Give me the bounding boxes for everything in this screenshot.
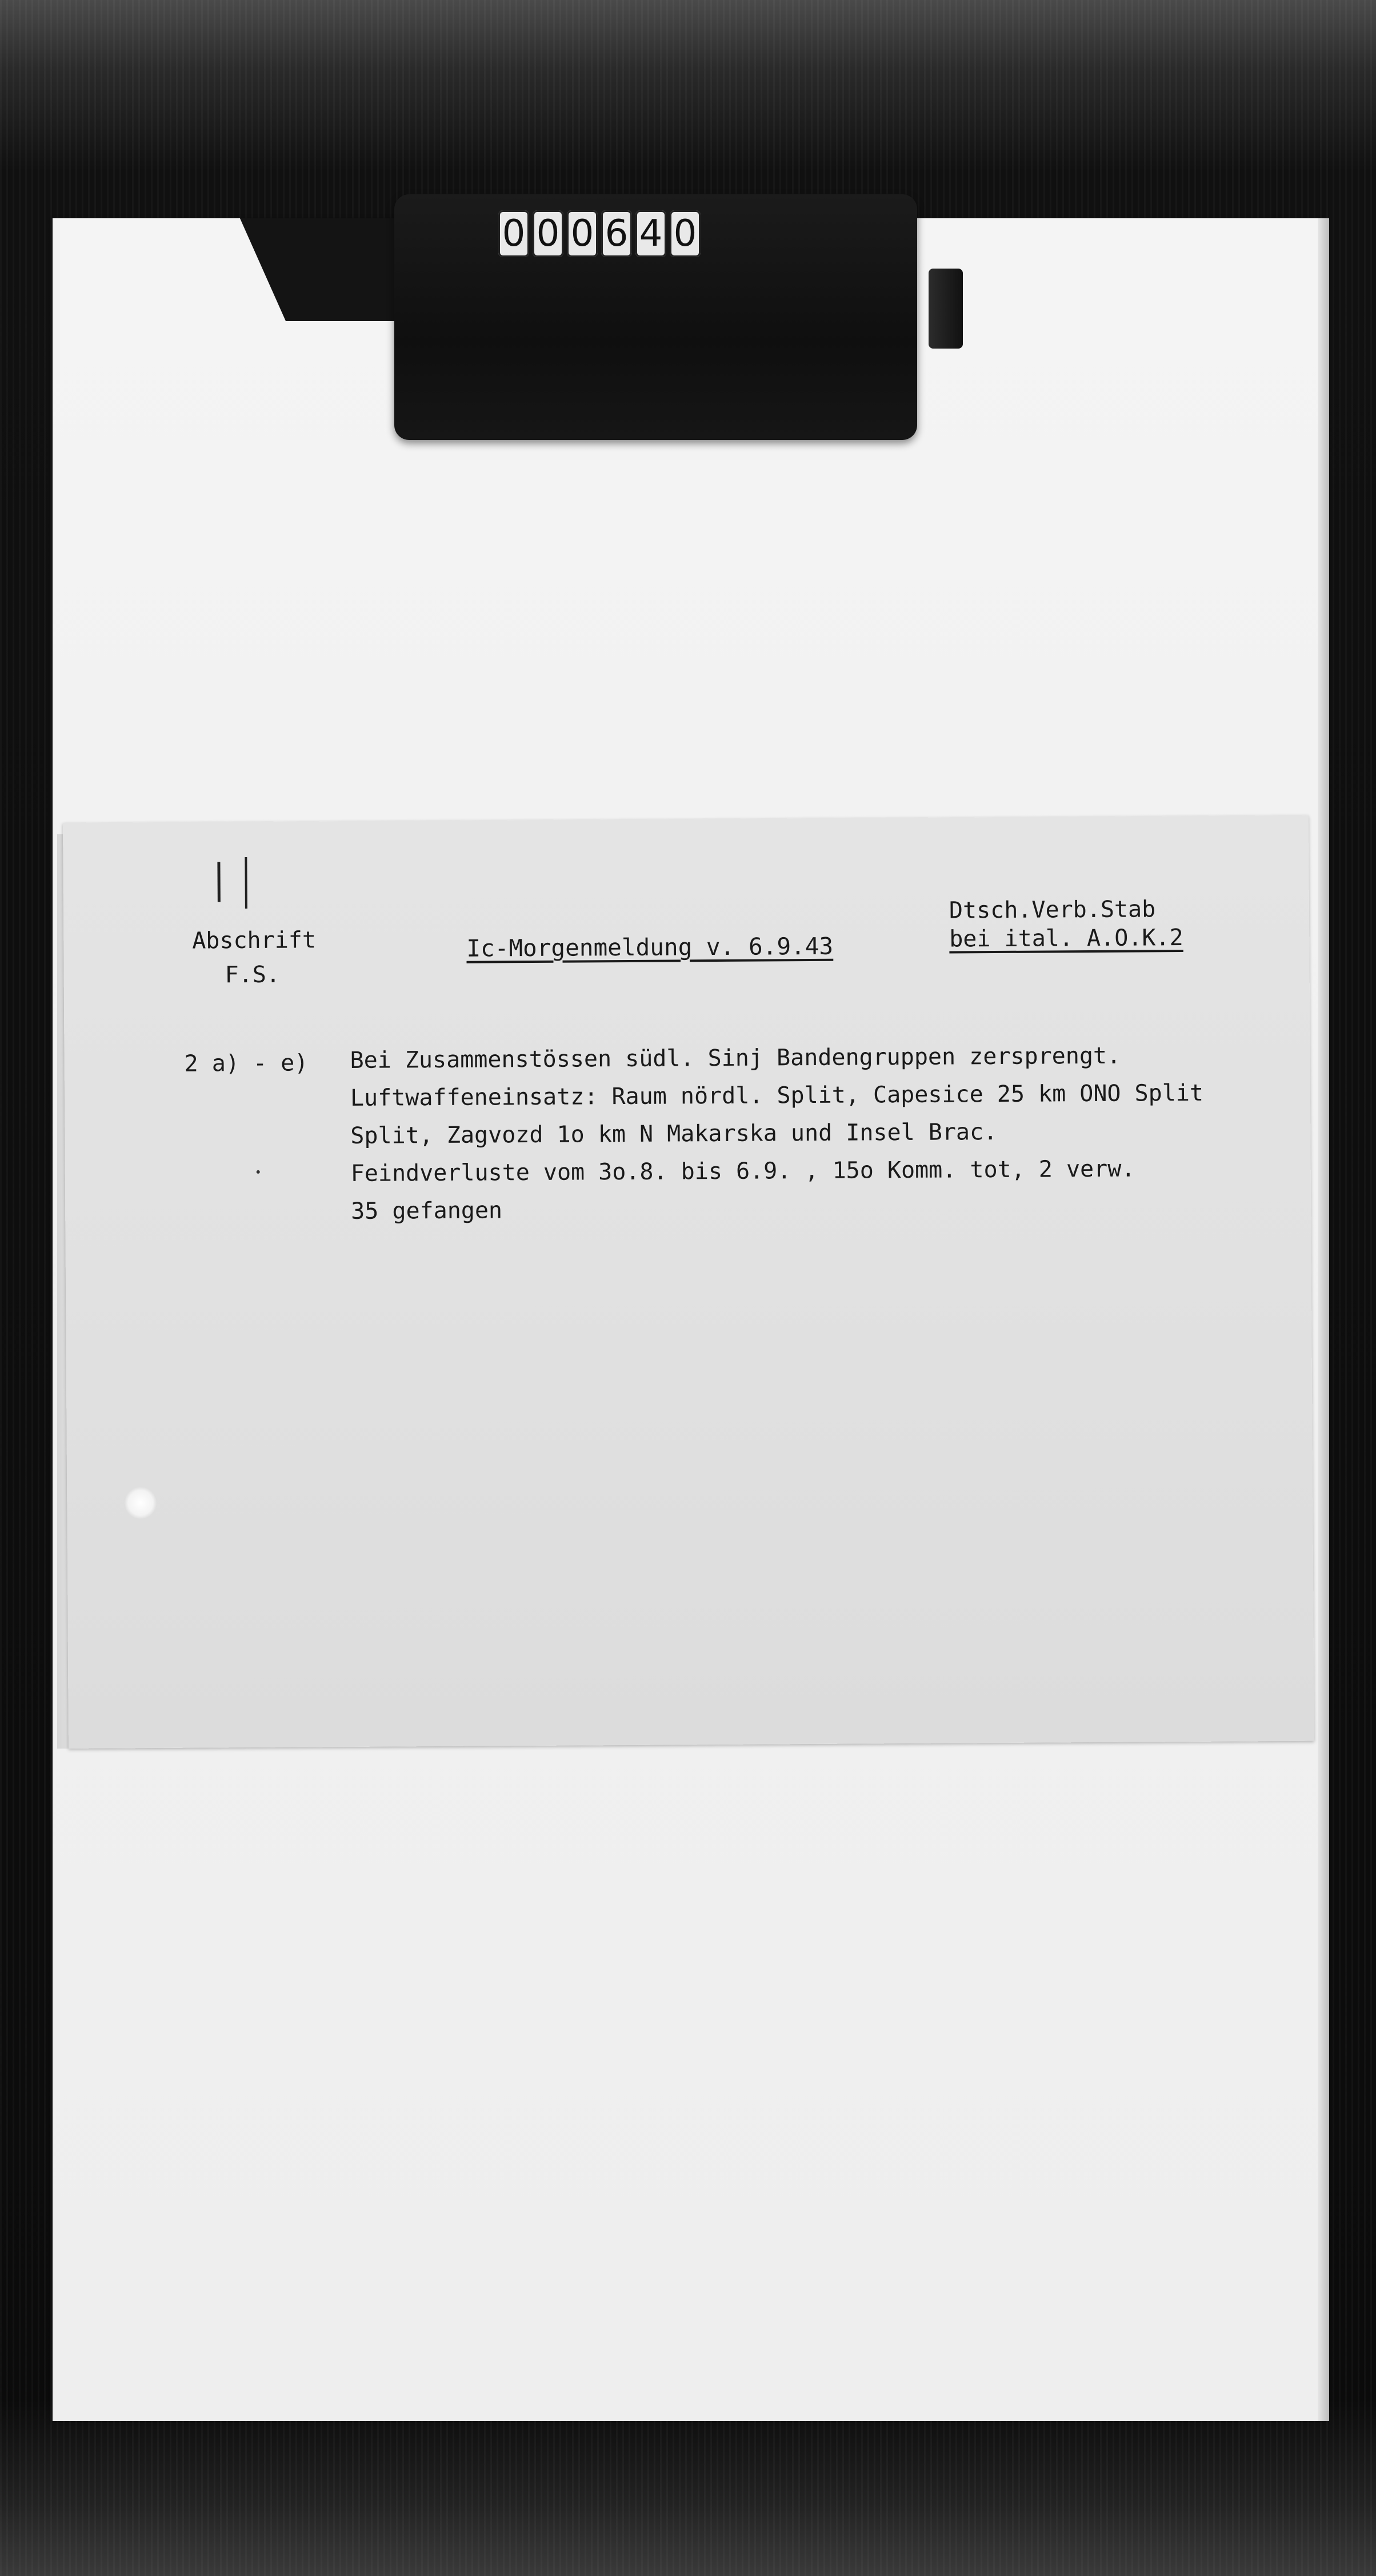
copy-mark-initials: F.S.: [225, 961, 281, 989]
document-title: Ic-Morgenmeldung v. 6.9.43: [466, 932, 834, 962]
pencil-mark: [245, 857, 247, 909]
sender-line-2: bei ital. A.O.K.2: [949, 925, 1183, 953]
clamp-knob: [929, 269, 963, 349]
sheet-edge: [1318, 218, 1329, 2421]
report-line: Luftwaffeneinsatz: Raum nördl. Split, Capesice 25 km ONO Split: [350, 1079, 1204, 1111]
ink-speck: [257, 1170, 260, 1174]
counter-digit: 0: [670, 210, 701, 257]
copy-mark: Abschrift: [192, 927, 317, 954]
report-line: Feindverluste vom 3o.8. bis 6.9. , 15o Komm. tot, 2 verw.: [350, 1155, 1135, 1187]
report-line: 35 gefangen: [351, 1197, 503, 1225]
frame-counter: [498, 210, 701, 257]
message-card: [63, 815, 1314, 1749]
punch-hole: [125, 1487, 157, 1519]
sender-line-1: Dtsch.Verb.Stab: [949, 896, 1156, 924]
report-line: Split, Zagvozd 1o km N Makarska und Insel Brac.: [350, 1119, 998, 1149]
counter-digit: 0: [498, 210, 529, 257]
section-label: 2 a) - e): [184, 1050, 309, 1077]
counter-digit: 6: [601, 210, 632, 257]
counter-digit: 0: [567, 210, 598, 257]
pencil-mark: [217, 862, 220, 902]
counter-digit: 0: [533, 210, 563, 257]
report-line: Bei Zusammenstössen südl. Sinj Bandengruppen zersprengt.: [350, 1042, 1121, 1074]
counter-digit: 4: [635, 210, 666, 257]
